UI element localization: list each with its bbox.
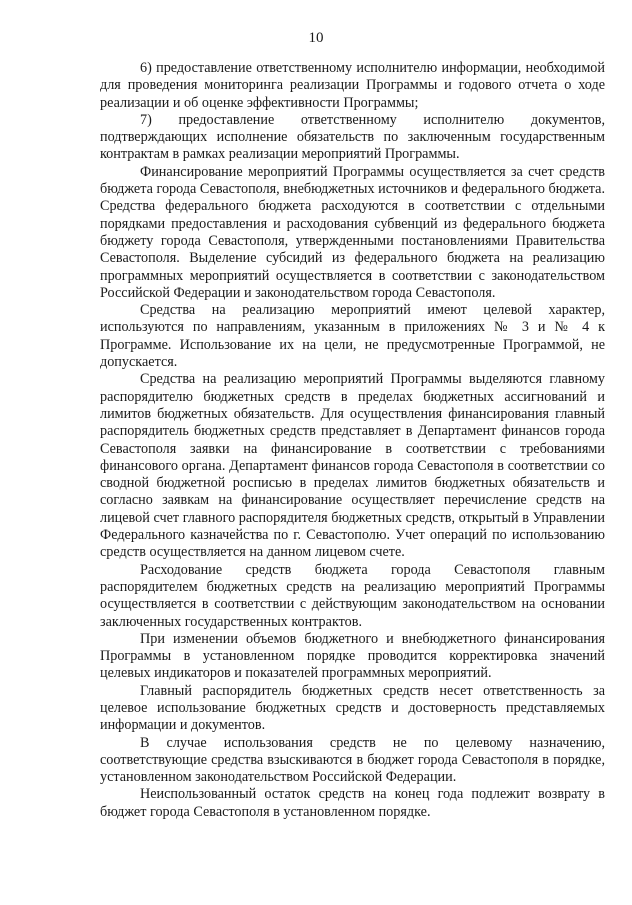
paragraph-funds-allocation: Средства на реализацию мероприятий Программы выделяются главному распорядителю бюджетных средств в пределах бюджетных ассигнований и лимитов бюджетных обязательств. Для осуществления финансирования главный распорядитель бюджетных средств представляет в Департамент финансов города Севастополя заявки на финансирование в соответствии с требованиями финансового органа. Департамент финансов города Севастополя в соответствии со сводной бюджетной росписью в пределах лимитов бюджетных обязательств и согласно заявкам на финансирование осуществляет перечисление средств на лицевой счет главного распорядителя бюджетных средств, открытый в Управлении Федерального казначейства по г. Севастополю. Учет операций по использованию средств осуществляется на данном лицевом счете.: [100, 371, 605, 561]
page-number: 10: [308, 30, 324, 46]
page-body: [100, 60, 605, 821]
paragraph-responsibility: Главный распорядитель бюджетных средств несет ответственность за целевое использование бюджетных средств и достоверность представляемых информации и документов.: [100, 682, 605, 734]
paragraph-unused-balance: Неиспользованный остаток средств на конец года подлежит возврату в бюджет города Севастополя в установленном порядке.: [100, 786, 605, 820]
paragraph-item-7: 7) предоставление ответственному исполнителю документов, подтверждающих исполнение обязательств по заключенным государственным контрактам в рамках реализации мероприятий Программы.: [100, 111, 605, 163]
paragraph-targeted-use: Средства на реализацию мероприятий имеют целевой характер, используются по направлениям, указанным в приложениях № 3 и № 4 к Программе. Использование их на цели, не предусмотренные Программой, не допускается.: [100, 302, 605, 371]
paragraph-financing-sources: Финансирование мероприятий Программы осуществляется за счет средств бюджета города Севастополя, внебюджетных источников и федерального бюджета. Средства федерального бюджета расходуются в соответствии с отдельными порядками предоставления и расходования субвенций из федерального бюджета бюджету города Севастополя, утвержденными постановлениями Правительства Севастополя. Выделение субсидий из федерального бюджета на реализацию программных мероприятий осуществляется в соответствии с законодательством Российской Федерации и законодательством города Севастополя.: [100, 163, 605, 301]
paragraph-adjustment: При изменении объемов бюджетного и внебюджетного финансирования Программы в установленном порядке проводится корректировка значений целевых индикаторов и показателей программных мероприятий.: [100, 630, 605, 682]
paragraph-item-6: 6) предоставление ответственному исполнителю информации, необходимой для проведения мониторинга реализации Программы и годового отчета о ходе реализации и об оценке эффективности Программы;: [100, 60, 605, 111]
paragraph-misuse: В случае использования средств не по целевому назначению, соответствующие средства взыскиваются в бюджет города Севастополя в порядке, установленном законодательством Российской Федерации.: [100, 734, 605, 786]
paragraph-spending: Расходование средств бюджета города Севастополя главным распорядителем бюджетных средств на реализацию мероприятий Программы осуществляется в соответствии с действующим законодательством на основании заключенных государственных контрактов.: [100, 561, 605, 630]
